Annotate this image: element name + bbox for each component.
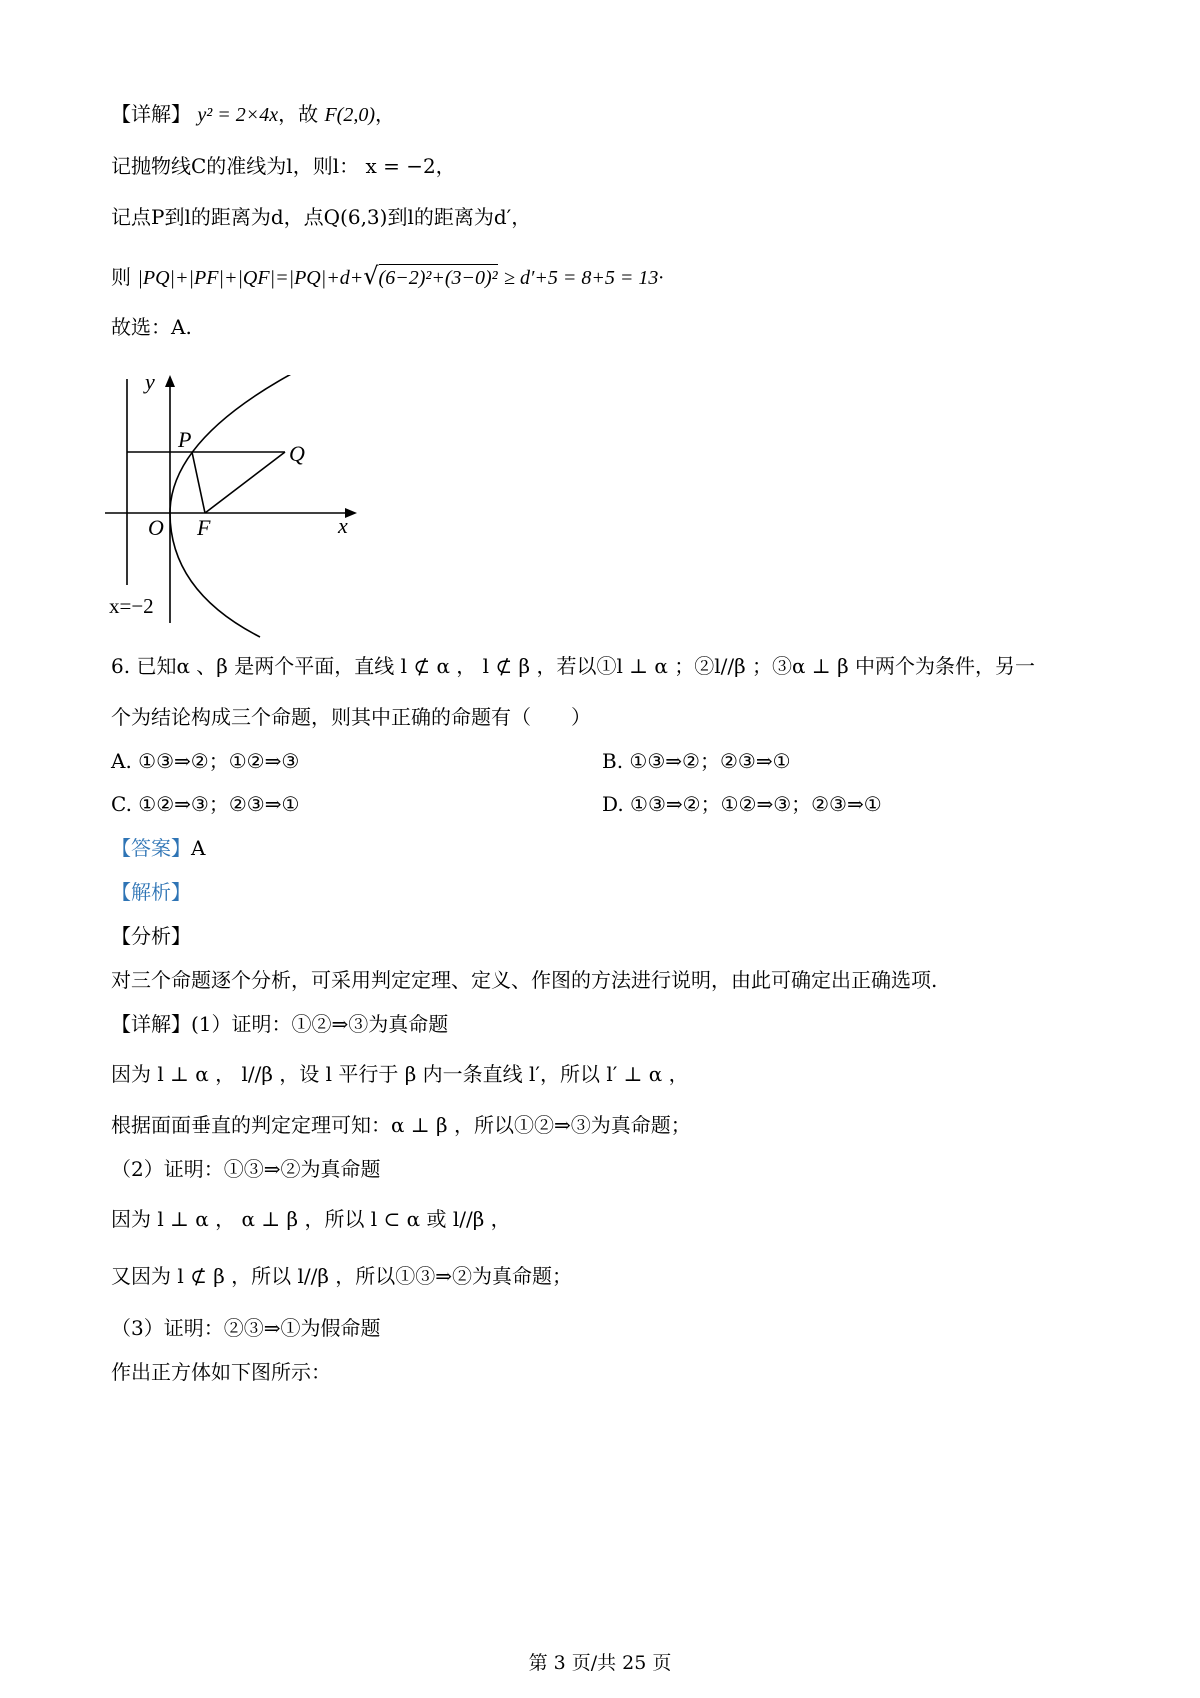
fenxi-tag: 【分析】: [111, 924, 191, 948]
inequality-rhs: ≥ d′+5 = 8+5 = 13·: [504, 267, 664, 289]
fenxi-text: 对三个命题逐个分析，可采用判定定理、定义、作图的方法进行说明，由此可确定出正确选项.: [111, 968, 938, 992]
label-y: y: [145, 375, 155, 394]
proof3-head: （3）证明：②③⇒①为假命题: [111, 1316, 381, 1340]
page-footer: 第 3 页/共 25 页: [528, 1652, 672, 1674]
detail-tag: 【详解】: [111, 102, 191, 126]
proof2-a: 因为 l ⊥ α ， α ⊥ β ，所以 l ⊂ α 或 l//β ，: [111, 1207, 511, 1231]
q6-line1: 6. 已知α 、β 是两个平面，直线 l ⊄ α ， l ⊄ β ，若以①l ⊥ α ；②l//β ；③α ⊥ β 中两个为条件，另一: [111, 654, 1035, 678]
choose-line: 故选：A.: [111, 315, 192, 339]
directrix-line: 记抛物线C的准线为l，则l： x = −2，: [111, 154, 456, 178]
analysis-tag: 【解析】: [111, 880, 191, 904]
label-q: Q: [289, 441, 305, 466]
parabola-equation: y² = 2×4x: [197, 104, 279, 126]
answer-value: A: [191, 836, 206, 860]
y-axis-arrow: [165, 375, 175, 387]
distance-line: 记点P到l的距离为d，点Q(6,3)到l的距离为d′，: [111, 205, 532, 229]
label-origin: O: [148, 515, 164, 540]
detail-mid: ，故: [278, 102, 319, 126]
label-p: P: [178, 427, 192, 452]
parabola-figure: [105, 375, 365, 640]
detail-line: [111, 100, 395, 129]
label-x: x: [338, 513, 348, 538]
detail-end: ，: [375, 102, 396, 126]
option-b: B. ①③⇒②；②③⇒①: [602, 749, 791, 773]
answer-tag: 【答案】: [111, 836, 191, 860]
inequality-lead: 则: [111, 265, 131, 289]
inequality-lhs: |PQ|+|PF|+|QF|=|PQ|+d+: [137, 267, 364, 289]
proof1-head: 【详解】(1）证明：①②⇒③为真命题: [111, 1012, 449, 1036]
option-a: A. ①③⇒②；①②⇒③: [111, 749, 300, 773]
answer-line: [111, 834, 205, 862]
sqrt-content: (6−2)²+(3−0)²: [379, 264, 498, 289]
focus-point: F(2,0): [324, 104, 376, 126]
option-d: D. ①③⇒②；①②⇒③；②③⇒①: [602, 792, 882, 816]
inequality-line: [111, 262, 663, 292]
fq-segment: [205, 452, 285, 513]
sqrt-sign: √: [363, 262, 379, 290]
label-focus: F: [197, 515, 211, 540]
proof3-a: 作出正方体如下图所示：: [111, 1360, 331, 1384]
proof1-b: 根据面面垂直的判定定理可知：α ⊥ β ，所以①②⇒③为真命题；: [111, 1113, 691, 1137]
proof2-b: 又因为 l ⊄ β ，所以 l//β ，所以①③⇒②为真命题；: [111, 1264, 573, 1288]
proof1-a: 因为 l ⊥ α ， l//β ，设 l 平行于 β 内一条直线 l′，所以 l′ ⊥ α ，: [111, 1062, 689, 1086]
label-directrix: x=−2: [109, 594, 154, 618]
proof2-head: （2）证明：①③⇒②为真命题: [111, 1157, 381, 1181]
q6-line2: 个为结论构成三个命题，则其中正确的命题有（ ）: [111, 705, 591, 729]
option-c: C. ①②⇒③；②③⇒①: [111, 792, 300, 816]
pf-segment: [192, 452, 205, 513]
parabola-curve: [170, 375, 312, 637]
